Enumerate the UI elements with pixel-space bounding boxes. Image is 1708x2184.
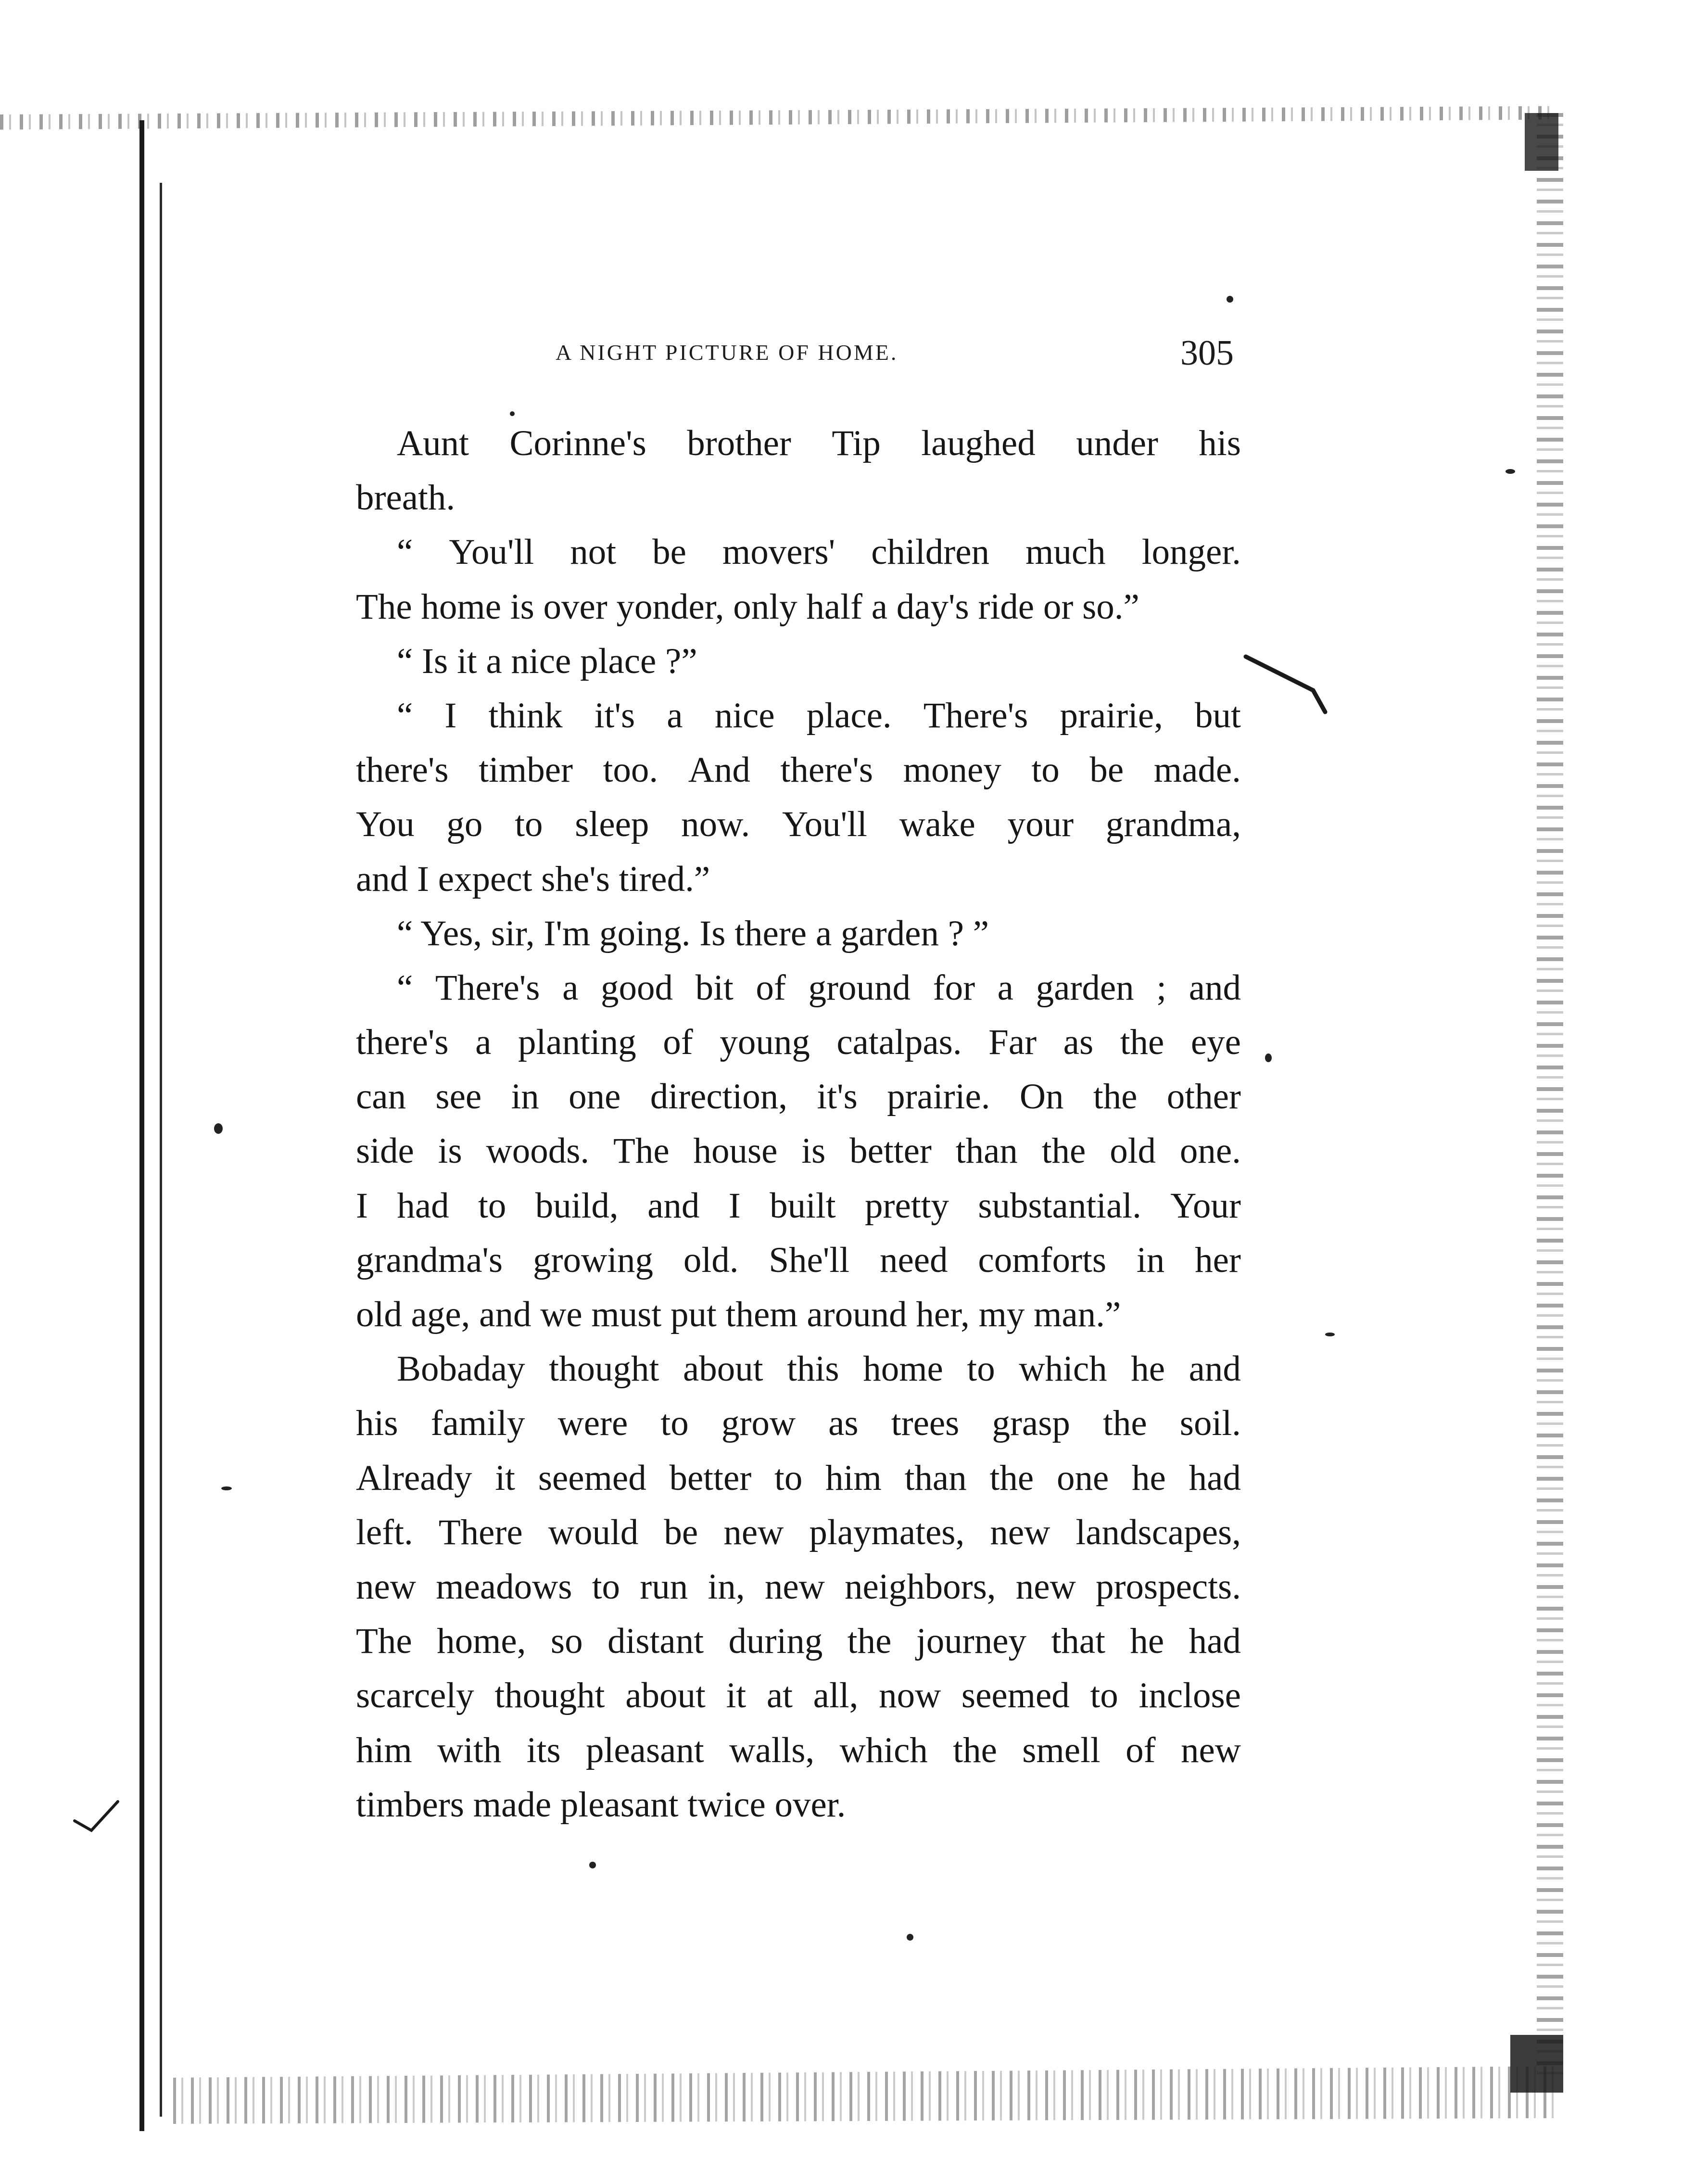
page-bottom-edge-shadow [173, 2066, 1558, 2124]
ink-speck [510, 411, 515, 416]
text-line: breath. [356, 478, 455, 518]
text-line: “ Is it a nice place ?” [397, 641, 697, 681]
text-line: there's timber too. And there's money to be made. [356, 750, 1241, 790]
ink-speck [1227, 296, 1233, 303]
text-line: “ I think it's a nice place. There's prairie, but [397, 695, 1241, 736]
text-line: You go to sleep now. You'll wake your grandma, [356, 804, 1241, 845]
ink-speck [1506, 469, 1515, 474]
ink-speck [589, 1862, 596, 1868]
ink-speck [907, 1934, 913, 1941]
text-line: him with its pleasant walls, which the smell of new [356, 1730, 1241, 1770]
text-line: scarcely thought about it at all, now seemed to inclose [356, 1676, 1241, 1716]
body-text [356, 416, 1241, 1832]
text-line: “ Yes, sir, I'm going. Is there a garden ? ” [397, 913, 989, 953]
text-line: The home is over yonder, only half a day's ride or so.” [356, 586, 1139, 627]
text-line: grandma's growing old. She'll need comforts in her [356, 1240, 1241, 1280]
page-corner-mark [1510, 2035, 1563, 2093]
running-header [556, 333, 1234, 376]
text-line: new meadows to run in, new neighbors, new prospects. [356, 1566, 1241, 1607]
text-line: left. There would be new playmates, new landscapes, [356, 1512, 1241, 1552]
text-line: timbers made pleasant twice over. [356, 1784, 846, 1825]
text-line: “ You'll not be movers' children much longer. [397, 532, 1241, 572]
page-top-edge-shadow [0, 101, 1554, 135]
page-corner-mark [1525, 113, 1558, 171]
ink-speck [221, 1486, 232, 1490]
text-line: there's a planting of young catalpas. Far as the eye [356, 1022, 1241, 1063]
text-line: Already it seemed better to him than the one he had [356, 1458, 1241, 1498]
text-line: I had to build, and I built pretty substantial. Your [356, 1185, 1241, 1226]
text-line: old age, and we must put them around her, my man.” [356, 1295, 1121, 1334]
page-right-edge-shadow [1537, 113, 1563, 2081]
text-line: Bobaday thought about this home to which he and [397, 1349, 1241, 1389]
running-title: A NIGHT PICTURE OF HOME. [556, 340, 898, 365]
ink-speck [214, 1123, 223, 1134]
text-line: his family were to grow as trees grasp the soil. [356, 1403, 1241, 1444]
text-line: side is woods. The house is better than the old one. [356, 1131, 1241, 1171]
page-left-edge-line [139, 120, 144, 2131]
text-line: Aunt Corinne's brother Tip laughed under his [397, 423, 1241, 463]
text-line: “ There's a good bit of ground for a garden ; and [397, 967, 1241, 1008]
page-left-edge-line-inner [160, 183, 162, 2117]
text-line: can see in one direction, it's prairie. On the other [356, 1077, 1241, 1117]
ink-speck [1265, 1054, 1272, 1062]
text-line: The home, so distant during the journey that he had [356, 1621, 1241, 1662]
pen-stroke-mark [72, 1794, 125, 1838]
text-line: and I expect she's tired.” [356, 859, 710, 899]
pen-stroke-mark [1241, 652, 1337, 719]
ink-speck [1325, 1333, 1335, 1336]
page-number: 305 [1180, 333, 1234, 373]
